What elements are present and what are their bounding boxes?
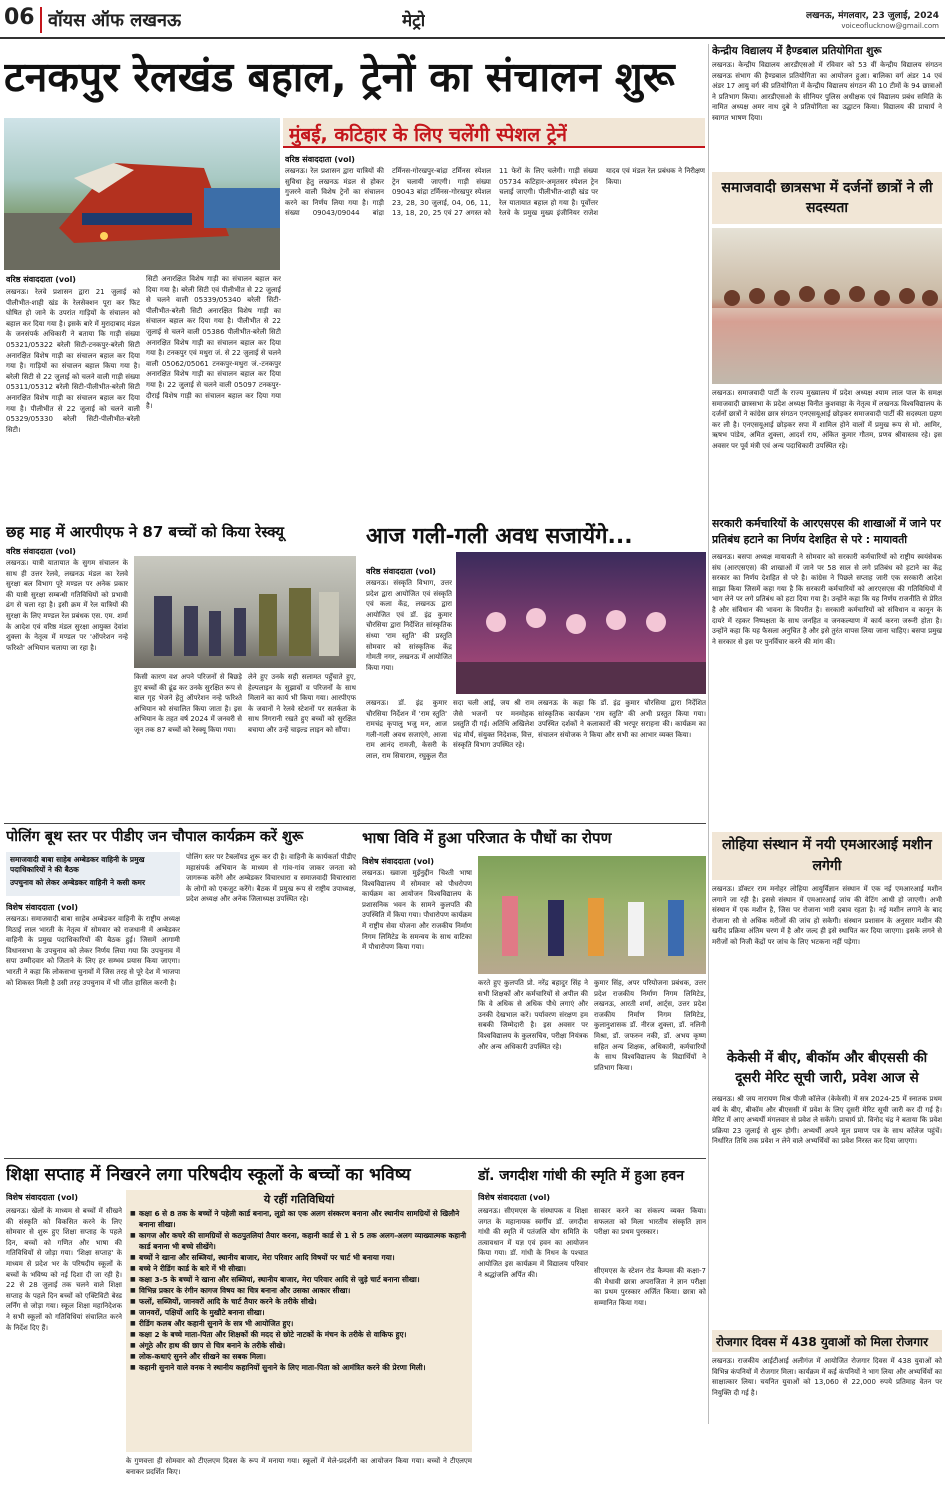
section-name: मेट्रो (402, 11, 426, 31)
gandhi-headline: डॉ. जगदीश गांधी की स्मृति में हुआ हवन (478, 1168, 685, 1184)
rescue-photo-icon (134, 556, 356, 668)
dance-photo-icon (456, 552, 706, 694)
activity-item: ■ कहानी सुनाने वाले वनक ने स्थानीय कहानियों सुनाने के लिए माता-पिता को आमंत्रित करने की प्रेरणा मिली। (130, 1362, 468, 1373)
activity-item: ■ फलों, सब्जियों, जानवरों आदि के चार्ट तैयार करने के तरीके सीखे। (130, 1296, 468, 1307)
rpf-body-1: लखनऊ। यात्री यातायात के सुगम संचालन के साथ ही उत्तर रेलवे, लखनऊ मंडल का रेलवे सुरक्षा बल विभाग पूरे मण्डल पर अनेक प्रकार की यात्री सुरक्षा सम्बन्धी गतिविधियों को प्रभावी ढंग से चला रहा है। इसी क्रम में रेल यात्रियों की सुरक्षा के लिए मण्डल रेल प्रबंधक एस. एम. शर्मा के आदेश एवं वरिष्ठ मंडल सुरक्षा आयुक्त देवांश शुक्ला के नेतृत्व में मण्डल पर 'ऑपरेशन नन्हे फरिश्ते' अभियान चलाया जा रहा है। (6, 559, 128, 652)
pdp-bullet: समाजवादी बाबा साहेब अम्बेडकर वाहिनी के प्रमुख पदाधिकारियों ने की बैठक (10, 855, 145, 874)
masthead-divider (40, 7, 42, 33)
lead-body-right: लखनऊ। रेल प्रशासन द्वारा यात्रियों की सुविधा हेतु लखनऊ मंडल से होकर गुजरने वाली विशेष ट्रेनों का संचालन करने का निर्णय लिया गया है। गाड़ी संख्या 09043/09044 बांद्रा टर्मिनस-गोरखपुर-बांद्रा टर्मिनस स्पेशल ट्रेन चलायी जाएगी। गाड़ी संख्या 09043 बांद्रा टर्मिनस-गोरखपुर स्पेशल 23, 28, 30 जुलाई, 04, 06, 11, 13, 18, 20, 25 एवं 27 अगस्त को 11 फेरों के लिए चलेगी। गाड़ी संख्या 05734 कटिहार-अमृतसर स्पेशल ट्रेन चलाई जाएगी। पीलीभीत-शाही खंड पर रेल यातायात बहाल हो गया है। पूर्वोत्तर रेलवे के प्रमुख मुख्य इंजीनियर राजेश यादव एवं मंडल रेल प्रबंधक ने निरीक्षण किया। (285, 167, 705, 218)
pdp-body-2: पोलिंग स्तर पर टैबलॉयड शुरू कर दी है। वाहिनी के कार्यकर्ता पीडीए महासंपर्क अभियान के माध्यम से गांव-गांव जाकर जनता को जागरूक करेंगे और अम्बेडकर विचारधारा व समाजवादी विचारधारा के लोगों को एकजुट करेंगे। बैठक में प्रमुख रूप से राष्ट्रीय उपाध्यक्ष, प्रदेश अध्यक्ष और अनेक जिलाध्यक्ष उपस्थित रहे। (186, 853, 356, 904)
lead-subhead: मुंबई, कटिहार के लिए चलेंगी स्पेशल ट्रेनें (289, 124, 567, 146)
date-line: लखनऊ, मंगलवार, 23 जुलाई, 2024 (806, 11, 939, 21)
rss-headline: सरकारी कर्मचारियों के आरएसएस की शाखाओं में जाने पर प्रतिबंध हटाने का निर्णय देशहित से परे : मायावती (712, 517, 941, 546)
page-number: 06 (4, 5, 35, 30)
group-photo-icon (712, 228, 942, 384)
section-rule (4, 823, 706, 824)
pdp-body-1: लखनऊ। समाजवादी बाबा साहेब अम्बेडकर वाहिनी के राष्ट्रीय अध्यक्ष मिठाई लाल भारती के नेतृत्व में सोमवार को राजधानी में अम्बेडकर वाहिनी के प्रमुख पदाधिकारियों की बैठक हुई। जिसमें आगामी विधानसभा के उपचुनाव को लेकर निर्णय लिया गया कि उपचुनाव में सपा उम्मीदवार को जिताने के लिए हर सम्भव प्रयास किया जाएगा। भारती ने कहा कि लोकसभा चुनावों में जिस तरह से पूरे देश में भाजपा को शिकस्त मिली है उसी तरह उपचुनाव में भी जीत हासिल करनी है। (6, 915, 180, 987)
school-footer: के गुणवत्ता ही सोमवार को टीएलएम दिवस के रूप में मनाया गया। स्कूलों में मेले-प्रदर्शनी का आयोजन किया गया। बच्चों ने टीएलएम बनाकर प्रदर्शित किए। (126, 1457, 472, 1476)
lead-body-left: लखनऊ। रेलवे प्रशासन द्वारा 21 जुलाई को पीलीभीत-शाही खंड के रेलसेक्शन पूरा कर फिट घोषित हो जाने के उपरांत गाड़ियों के संचालन को बहाल कर दिया गया है। इसके बारे में मुरादाबाद मंडल के जनसंपर्क अधिकारी ने बताया कि गाड़ी संख्या 05321/05322 बरेली सिटी-टनकपुर-बरेली सिटी अनारक्षित विशेष गाड़ी का संचालन बहाल कर दिया गया है। गाड़ियों का संचालन बहाल किया गया है। बरेली सिटी से 22 जुलाई को चलने वाली गाड़ी संख्या 05311/05312 बरेली सिटी-पीलीभीत-बरेली सिटी अनारक्षित विशेष गाड़ी का संचालन बहाल कर दिया गया है। पीलीभीत से 22 जुलाई को चलने वाली 05329/05330 बरेली सिटी-पीलीभीत-बरेली सिटी। (6, 288, 140, 434)
activity-item: ■ कक्षा 3-5 के बच्चों ने खाना और सब्जियां, स्थानीय बाजार, मेरा परिवार आदि से जुड़े चार्ट बनाना सीखा। (130, 1274, 468, 1285)
activity-item: ■ कक्षा 2 के बच्चे माता-पिता और शिक्षकों की मदद से छोटे नाटकों के मंचन के तरीके से वाकिफ हुए। (130, 1329, 468, 1340)
activity-item: ■ लोक-कथाएं सुनने और सीखने का सबक मिला। (130, 1351, 468, 1362)
rpf-headline: छह माह में आरपीएफ ने 87 बच्चों को किया रेस्क्यू (6, 523, 284, 541)
lead-byline-left: वरिष्ठ संवाददाता (vol) (6, 275, 76, 284)
samajwadi-headline: समाजवादी छात्रसभा में दर्जनों छात्रों ने ली सदस्यता (721, 180, 933, 216)
lead-subhead-bar (283, 118, 705, 148)
rpf-photo (134, 556, 356, 668)
handball-story (712, 44, 942, 168)
parijat-byline: विशेष संवाददाता (vol) (362, 857, 435, 866)
col-sep (708, 44, 709, 1424)
awadh-body-1: लखनऊ। संस्कृति विभाग, उत्तर प्रदेश द्वारा आयोजित एवं संस्कृति एवं कला केंद्र, लखनऊ द्वारा आयोजित एवं डॉ. इंद्र कुमार चौरसिया द्वारा निर्देशित सांस्कृतिक संध्या 'राम स्तुति' की प्रस्तुति सोमवार को सांस्कृतिक केंद्र गोमती नगर, लखनऊ में आयोजित किया गया। (366, 579, 452, 672)
email: voiceoflucknow@gmail.com (841, 22, 939, 30)
parijat-photo (478, 856, 706, 974)
pdp-bullet: उपचुनाव को लेकर अम्बेडकर वाहिनी ने कसी कमर (10, 878, 145, 887)
parijat-headline: भाषा विवि में हुआ परिजात के पौधों का रोपण (362, 829, 612, 847)
rpf-body-3: लेने हुए उनके सही सलामत पहुँचाते हुए, हेल्पलाइन के सुझावों व परिजनों के साथ मिलाने का कार्य भी किया गया। आरपीएफ के जवानों ने रेलवे स्टेशनों पर सतर्कता के साथ निगरानी रखते हुए बच्चों को सुरक्षित बचाया और उन्हें चाइल्ड लाइन को सौंपा। (248, 673, 356, 734)
gandhi-body-1: लखनऊ। सीएमएस के संस्थापक व शिक्षा जगत के महानायक स्वर्गीय डॉ. जगदीश गांधी की स्मृति में पतंजलि योग समिति के तत्वावधान में यज्ञ एवं हवन का आयोजन किया गया। डॉ. गांधी के निधन के पश्चात आयोजित इस कार्यक्रम में विद्यालय परिवार ने श्रद्धांजलि अर्पित की। (478, 1207, 588, 1279)
kkc-headline: केकेसी में बीए, बीकॉम और बीएससी की दूसरी मेरिट सूची जारी, प्रवेश आज से (726, 1050, 928, 1086)
train-photo (4, 118, 280, 270)
pdp-bullets-box (6, 852, 180, 896)
awadh-body-2: लखनऊ। डॉ. इंद्र कुमार चौरसिया निर्देशन में 'राम स्तुति' रामचंद्र कृपालु भजु मन, आज गली-गली अवध सजाएंगे, आजा राम आनंद रामजी, केसरी के लाल, राम सियाराम, रघुकुल रीत सदा चली आई, जय श्री राम जैसे भजनों पर मनमोहक प्रस्तुति दी गई। अतिथि अखिलेश चंद्र मौर्य, संयुक्त निदेशक, वित्त, संस्कृति विभाग उपस्थित रहे। (366, 699, 534, 760)
activity-item: ■ बच्चों ने खाना और सब्जियां, स्थानीय बाजार, मेरा परिवार आदि विषयों पर चार्ट भी बनाया गया। (130, 1252, 468, 1263)
activity-item: ■ कागज और कचरे की सामग्रियों से कठपुतलियां तैयार करना, कहानी कार्ड से 1 से 5 तक अलग-अलग व्याख्यात्मक कहानी कार्ड बनाना भी बच्चे सीखेंगे। (130, 1230, 468, 1252)
parijat-body-1: लखनऊ। ख्वाजा मुईनुद्दीन चिश्ती भाषा विश्वविद्यालय में सोमवार को पौधरोपण कार्यक्रम का आयोजन विश्वविद्यालय के प्रशासनिक भवन के सामने कुलपति की उपस्थिति में किया गया। पौधारोपण कार्यक्रम में राष्ट्रीय सेवा योजना और राजकीय निर्माण निगम लिमिटेड के समन्वय के साथ वाटिका में पौधारोपण किया गया। (362, 869, 472, 952)
awadh-photo (456, 552, 706, 694)
plantation-photo-icon (478, 856, 706, 974)
parijat-body-3: कुमार सिंह, अपर परियोजना प्रबंधक, उत्तर प्रदेश राजकीय निर्माण निगम लिमिटेड, लखनऊ, आरती शर्मा, आर्ट्स, उत्तर प्रदेश राजकीय निर्माण निगम लिमिटेड, कुलानुशासक डॉ. नीरज शुक्ला, डॉ. नलिनी मिश्रा, डॉ. जफरुन नकी, डॉ. अभय कृष्ण सहित अन्य शिक्षक, अधिकारी, कर्मचारियों के साथ विश्वविद्यालय के विद्यार्थियों ने प्रतिभाग किया। (594, 979, 706, 1072)
activity-item: ■ कक्षा 6 से 8 तक के बच्चों ने पहेली कार्ड बनाना, लूडो का एक अलग संस्करण बनाना और स्थानीय सामग्रियों से खिलौने बनाना सीखा। (130, 1208, 468, 1230)
kkc-body: लखनऊ। श्री जय नारायण मिश्र पीजी कॉलेज (केकेसी) में सत्र 2024-25 में स्नातक प्रथम वर्ष के बीए, बीकॉम और बीएससी में प्रवेश के लिए दूसरी मेरिट सूची जारी कर दी गई है। मेरिट में आए अभ्यर्थी मंगलवार से प्रवेश ले सकेंगे। प्राचार्य प्रो. विनोद चंद्र ने बताया कि प्रवेश प्रक्रिया 23 जुलाई से शुरू होगी। अभ्यर्थी अपने मूल प्रमाण पत्र के साथ कॉलेज पहुंचें। निर्धारित तिथि तक प्रवेश न लेने वाले अभ्यर्थियों का प्रवेश निरस्त कर दिया जाएगा। (712, 1095, 942, 1146)
school-byline: विशेष संवाददाता (vol) (6, 1193, 79, 1202)
rozgar-body: लखनऊ। राजकीय आईटीआई अलीगंज में आयोजित रोजगार दिवस में 438 युवाओं को विभिन्न कंपनियों में रोजगार मिला। कार्यक्रम में कई कंपनियों ने भाग लिया और अभ्यर्थियों का साक्षात्कार लिया। चयनित युवाओं को 13,060 से 22,000 रुपये प्रतिमाह वेतन पर नियुक्ति दी गई है। (712, 1357, 942, 1397)
activities-title: ये रहीं गतिविधियां (263, 1193, 335, 1206)
gandhi-byline: विशेष संवाददाता (vol) (478, 1193, 551, 1202)
activities-list (130, 1208, 468, 1373)
train-icon (4, 118, 280, 270)
activity-item: ■ रीडिंग कलब और कहानी सुनाने के सत्र भी आयोजित हुए। (130, 1318, 468, 1329)
lohia-headline: लोहिया संस्थान में नयी एमआरआई मशीन लगेगी (722, 837, 932, 874)
activity-item: ■ अंगूठे और हाथ की छाप से चित्र बनाने के तरीके सीखे। (130, 1340, 468, 1351)
rpf-byline: वरिष्ठ संवाददाता (vol) (6, 547, 76, 556)
samajwadi-box (712, 172, 942, 224)
lohia-box (712, 832, 942, 880)
lead-byline-right: वरिष्ठ संवाददाता (vol) (285, 155, 355, 164)
masthead-rule (0, 37, 945, 39)
rozgar-headline: रोजगार दिवस में 438 युवाओं को मिला रोजगार (716, 1335, 928, 1349)
pdp-byline: विशेष संवाददाता (vol) (6, 903, 79, 912)
gandhi-body-2: सीएमएस के स्टेशन रोड कैम्पस की कक्षा-7 की मेधावी छात्रा अपराजिता ने ज्ञान परीक्षा का प्रथम पुरस्कार अर्जित किया। छात्रा को सम्मानित किया गया। (594, 1267, 706, 1307)
parijat-body-2: करते हुए कुलपति प्रो. नरेंद्र बहादुर सिंह ने सभी शिक्षकों और कर्मचारियों से अपील की कि वे अधिक से अधिक पौधे लगाएं और उनकी देखभाल करें। पर्यावरण संरक्षण हम सबकी जिम्मेदारी है। इस अवसर पर विश्वविद्यालय के कुलसचिव, परीक्षा नियंत्रक और अन्य अधिकारी उपस्थित रहे। (478, 979, 588, 1051)
activity-item: ■ जानवरों, पक्षियों आदि के मुखौटे बनाना सीखा। (130, 1307, 468, 1318)
rozgar-box (712, 1330, 942, 1352)
awadh-headline: आज गली-गली अवध सजायेंगे... (366, 524, 633, 549)
samajwadi-photo (712, 228, 942, 384)
lohia-body: लखनऊ। डॉक्टर राम मनोहर लोहिया आयुर्विज्ञान संस्थान में एक नई एमआरआई मशीन लगाने जा रही है। इससे संस्थान में एमआरआई जांच की वेटिंग आधी हो जाएगी। अभी संस्थान में एक मशीन है, जिस पर रोजाना भारी दबाव रहता है। नई मशीन लगाने के बाद रोजाना सौ से अधिक मरीजों की जांच हो सकेगी। संस्थान प्रशासन के अनुसार मशीन की खरीद प्रक्रिया अंतिम चरण में है और जल्द ही इसे स्थापित कर दिया जाएगा। इसके लगने से मरीजों को निजी केंद्रों पर जांच के लिए भटकना नहीं पड़ेगा। (712, 885, 942, 946)
handball-body: लखनऊ। केन्द्रीय विद्यालय आरडीएसओ में रविवार को 53 वीं केन्द्रीय विद्यालय संगठन लखनऊ संभाग की हैण्डबाल प्रतियोगिता का आयोजन हुआ। बालिका वर्ग अंडर 14 एवं अंडर 17 आयु वर्ग की प्रतियोगिता में केन्द्रीय विद्यालय संगठन की 10 टीमों के 94 छात्राओं ने प्रतिभाग किया। आरडीएसओ के सीनियर पुलिस अधीक्षक एवं विद्यालय प्रबंध समिति के नामित अध्यक्ष अमर नाथ दुबे ने प्रतियोगिता का उद्घाटन किया। विद्यालय की प्राचार्य ने स्वागत भाषण दिया। (712, 61, 942, 122)
section-rule (4, 1158, 706, 1159)
samajwadi-body: लखनऊ। समाजवादी पार्टी के राज्य मुख्यालय में प्रदेश अध्यक्ष श्याम लाल पाल के समक्ष समाजवादी छात्रसभा के प्रदेश अध्यक्ष विनीत कुशवाहा के नेतृत्व में लखनऊ विश्वविद्यालय के दर्जनों छात्रों ने कांग्रेस छात्र संगठन एनएसयूआई छोड़कर समाजवादी पार्टी की सदस्यता ग्रहण कर ली है। एनएसयूआई छोड़कर सपा में शामिल होने वालों में प्रमुख रूप से मो. आमिर, ऋषभ पांडेय, अमित शुक्ला, आदर्श राय, अंकित कुमार गौतम, प्रणव श्रीवास्तव रहे। इस अवसर पर पूर्व मंत्री एवं अन्य पदाधिकारी उपस्थित रहे। (712, 389, 942, 450)
rpf-body-2: किसी कारण वश अपने परिजनों से बिछड़े हुए बच्चों की ढूंढ कर उनके सुरक्षित रूप से बाल गृह भेजने हेतु ऑपरेशन नन्हे फरिश्ते अभियान को संचालित किया जाता है। इस अभियान के तहत वर्ष 2024 में जनवरी से जून तक 87 बच्चों को रेस्क्यू किया गया। (134, 673, 242, 734)
gandhi-body-3: साकार करने का संकल्प व्यक्त किया। सफलता को मिला भारतीय संस्कृति ज्ञान परीक्षा का प्रथम पुरस्कार। (594, 1207, 706, 1237)
paper-name: वॉयस ऑफ लखनऊ (48, 10, 182, 31)
lead-body-mid: सिटी अनारक्षित विशेष गाड़ी का संचालन बहाल कर दिया गया है। बरेली सिटी एवं पीलीभीत से 22 जुलाई से चलने वाली 05339/05340 बरेली सिटी-पीलीभीत-बरेली सिटी अनारक्षित विशेष गाड़ी का संचालन बहाल कर दिया गया है। पीलीभीत से 22 जुलाई से चलने वाली 05386 पीलीभीत-बरेली सिटी अनारक्षित विशेष गाड़ी का संचालन बहाल कर दिया गया है। टनकपुर एवं मथुरा जं. से 22 जुलाई से चलने वाली 05062/05061 टनकपुर-मथुरा जं.-टनकपुर अनारक्षित विशेष गाड़ी का संचालन बहाल कर दिया गया है। 22 जुलाई से चलने वाली 05097 टनकपुर-दौराई विशेष गाड़ी का संचालन बहाल कर दिया गया है। (146, 275, 281, 411)
pdp-headline: पोलिंग बूथ स्तर पर पीडीए जन चौपाल कार्यक्रम करें शुरू (6, 829, 304, 845)
awadh-body-3: लखनऊ के कहा कि डॉ. इंद्र कुमार चौरसिया द्वारा निर्देशित सांस्कृतिक कार्यक्रम 'राम स्तुति' की अभी प्रस्तुत किया गया। उपस्थित दर्शकों ने कलाकारों की भरपूर सराहना की। कार्यक्रम का संचालन संयोजक ने किया और सभी का आभार व्यक्त किया। (538, 699, 706, 739)
activity-item: ■ बच्चे ने रीडिंग कार्ड के बारे में भी सीखा। (130, 1263, 468, 1274)
school-headline: शिक्षा सप्ताह में निखरने लगा परिषदीय स्कूलों के बच्चों का भविष्य (6, 1165, 411, 1185)
activities-box (126, 1190, 472, 1452)
handball-headline: केन्द्रीय विद्यालय में हैण्डबाल प्रतियोगिता शुरू (712, 45, 882, 57)
school-body: लखनऊ। खेलों के माध्यम से बच्चों में सीखने की संस्कृति को विकसित करने के लिए सोमवार से शुरू हुए शिक्षा सप्ताह के पहले दिन, बच्चों को गणित और भाषा की गतिविधियों से जोड़ा गया। 'शिक्षा सप्ताह' के माध्यम से प्रदेश भर के परिषदीय स्कूलों के बच्चों के भविष्य को नई दिशा दी जा रही है। 22 से 28 जुलाई तक चलने वाले शिक्षा सप्ताह के पहले दिन बच्चों को एक्टिविटी बेस्ड लर्निंग से जोड़ा गया। स्कूल शिक्षा महानिदेशक ने सभी स्कूलों को गतिविधियां संचालित करने के निर्देश दिए हैं। (6, 1207, 122, 1332)
lead-headline: टनकपुर रेलखंड बहाल, ट्रेनों का संचालन शुरू (4, 53, 675, 101)
awadh-byline: वरिष्ठ संवाददाता (vol) (366, 567, 436, 576)
activity-item: ■ विभिन्न प्रकार के रंगीन कागज विषय का चित्र बनाना और उसका आकार सीखा। (130, 1285, 468, 1296)
masthead (0, 0, 945, 40)
rss-body: लखनऊ। बसपा अध्यक्ष मायावती ने सोमवार को सरकारी कर्मचारियों को राष्ट्रीय स्वयंसेवक संघ (आरएसएस) की शाखाओं में जाने पर 58 साल से लगे प्रतिबंध को हटाने का केंद्र सरकार का निर्णय देशहित से परे है। कांग्रेस ने पिछले सप्ताह जारी एक सरकारी आदेश साझा किया जिसमें कहा गया है कि सरकारी कर्मचारियों को आरएसएस की गतिविधियों में भाग लेने पर लगे प्रतिबंध को हटा दिया गया है। उन्होंने कहा कि यह निर्णय राजनीति से प्रेरित है और संविधान की भावना के विपरीत है। सरकारी कर्मचारियों को संविधान व कानून के दायरे में रहकर निष्पक्षता के साथ जनहित व जनकल्याण में कार्य करना जरूरी होता है। उन्होंने कहा कि यह फैसला अनुचित है और इसे तुरंत वापस लिया जाना चाहिए। बसपा प्रमुख ने सरकार से इस पर पुनर्विचार करने की मांग की। (712, 553, 942, 646)
